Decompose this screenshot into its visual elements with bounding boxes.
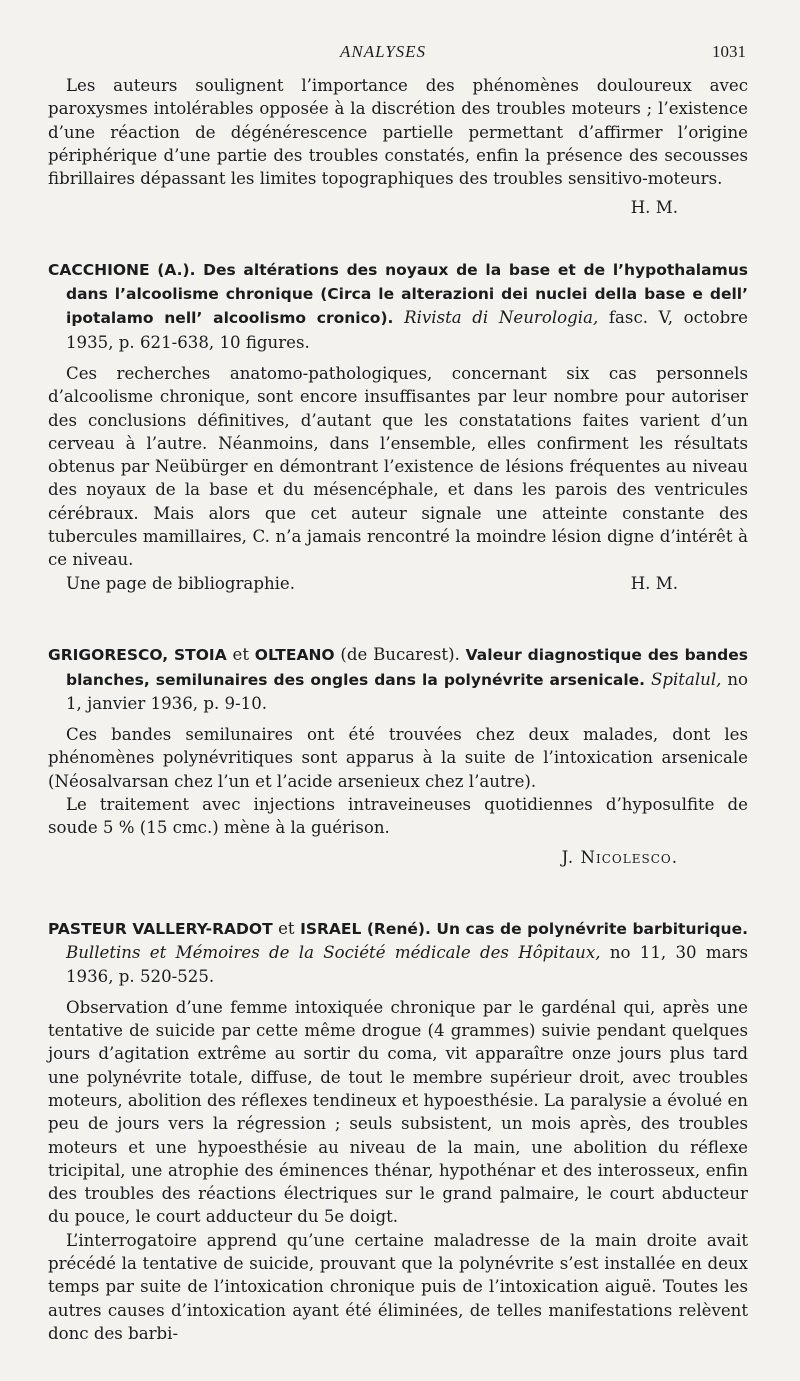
entry-place: (de Bucarest). — [340, 645, 460, 665]
entry-heading — [48, 643, 748, 715]
entry-heading — [48, 258, 748, 354]
entry-citation: no 11, 30 mars 1936, p. 520-525. — [66, 943, 748, 986]
entry-authors-2: OLTEANO — [254, 646, 335, 665]
entry-journal: Bulletins et Mémoires de la Société médicale des Hôpitaux, — [66, 943, 601, 963]
entry-title: Un cas de polynévrite barbiturique. — [436, 919, 748, 938]
entry-title: Valeur diagnostique des bandes blanches, semilunaires des ongles dans la polynévrite arsenicale. — [66, 646, 748, 689]
entry-firstname: (René). — [366, 919, 431, 938]
review-paragraph: Ces bandes semilunaires ont été trouvées chez deux malades, dont les phénomènes polynévritiques sont apparus à la suite de l’intoxication arsenicale (Néosalvarsan chez l’un et l’acide arsenieux chez l’autre). — [48, 725, 748, 791]
entry-journal: Spitalul, — [650, 669, 722, 689]
reviewer-signature: H. M. — [630, 573, 678, 593]
entry-and: et — [278, 918, 295, 938]
review-entry-grigoresco — [48, 643, 748, 869]
page-number: 1031 — [712, 42, 746, 61]
review-paragraph: Observation d’une femme intoxiquée chronique par le gardénal qui, après une tentative de suicide par cette même drogue (4 grammes) suivie pendant quelques jours d’agitation extrême au sortir du coma, vit apparaître onze jours plus tard une polynévrite totale, diffuse, de tout le membre supérieur droit, avec troubles moteurs, abolition des réflexes tendineux et hypoesthésie. La paralysie a évolué en peu de jours vers la régression ; seuls subsistent, un mois après, des troubles moteurs et une hypoesthésie au niveau de la main, une abolition du réflexe tricipital, une atrophie des éminences thénar, hypothénar et des interosseux, enfin des troubles des réactions électriques sur le grand palmaire, le court abducteur du pouce, le court adducteur du 5e doigt. — [48, 997, 748, 1227]
review-paragraph: Les auteurs soulignent l’importance des phénomènes douloureux avec paroxysmes intolérables opposée à la discrétion des troubles moteurs ; l’existence d’une réaction de dégénérescence partielle permettant d’affirmer l’origine périphérique d’une partie des troubles constatés, enfin la présence des secousses fibrillaires dépassant les limites topographiques des troubles sensitivo-moteurs. — [48, 76, 748, 189]
review-paragraph: Le traitement avec injections intraveineuses quotidiennes d’hyposulfite de soude 5 % (15 cmc.) mène à la guérison. — [48, 795, 748, 838]
review-entry-pasteur — [48, 917, 748, 1345]
reviewer-signature: H. M. — [630, 198, 678, 218]
entry-authors: GRIGORESCO, STOIA — [48, 646, 227, 665]
document-page — [48, 0, 748, 1381]
entry-heading — [48, 917, 748, 988]
review-paragraph: L’interrogatoire apprend qu’une certaine maladresse de la main droite avait précédé la tentative de suicide, prouvant que la polynévrite s’est installée en deux temps par suite de l’intoxication chronique puis de l’intoxication aiguë. Toutes les autres causes d’intoxication ayant été éliminées, de telles manifestations relèvent donc des barbi- — [48, 1230, 748, 1343]
entry-and: et — [232, 645, 249, 665]
entry-authors: PASTEUR VALLERY-RADOT — [48, 919, 273, 938]
reviewer-signature: J. Nicolesco. — [561, 847, 678, 867]
review-paragraph: Ces recherches anatomo-pathologiques, concernant six cas personnels d’alcoolisme chronique, sont encore insuffisantes par leur nombre pour autoriser des conclusions définitives, d’autant que les constatations faites varient d’un cerveau à l’autre. Néanmoins, dans l’ensemble, elles confirment les résultats obtenus par Neübürger en démontrant l’existence de lésions fréquentes au niveau des noyaux de la base et du mésencéphale, et dans les parois des ventricules cérébraux. Mais alors que cet auteur signale une atteinte constante des tubercules mamillaires, C. n’a jamais rencontré la moindre lésion digne d’intérêt à ce niveau. — [48, 363, 748, 570]
entry-authors: CACCHIONE (A.). — [48, 260, 196, 279]
entry-citation: fasc. V, octobre 1935, p. 621-638, 10 figures. — [66, 308, 748, 352]
running-title: ANALYSES — [340, 42, 427, 61]
body-text — [48, 74, 748, 1345]
review-continued — [48, 74, 748, 220]
review-paragraph: Une page de bibliographie. — [66, 573, 296, 593]
entry-authors-2: ISRAEL — [300, 919, 362, 938]
entry-title: Des altérations des noyaux de la base et de l’hypothalamus dans l’alcoolisme chronique (Circa le alterazioni dei nuclei della base e dell’ ipotalamo nell’ alcoolismo cronico). — [66, 260, 748, 328]
page-header — [48, 42, 748, 66]
review-entry-cacchione — [48, 258, 748, 595]
entry-journal: Rivista di Neurologia, — [404, 308, 599, 328]
entry-citation: no 1, janvier 1936, p. 9-10. — [66, 669, 749, 713]
